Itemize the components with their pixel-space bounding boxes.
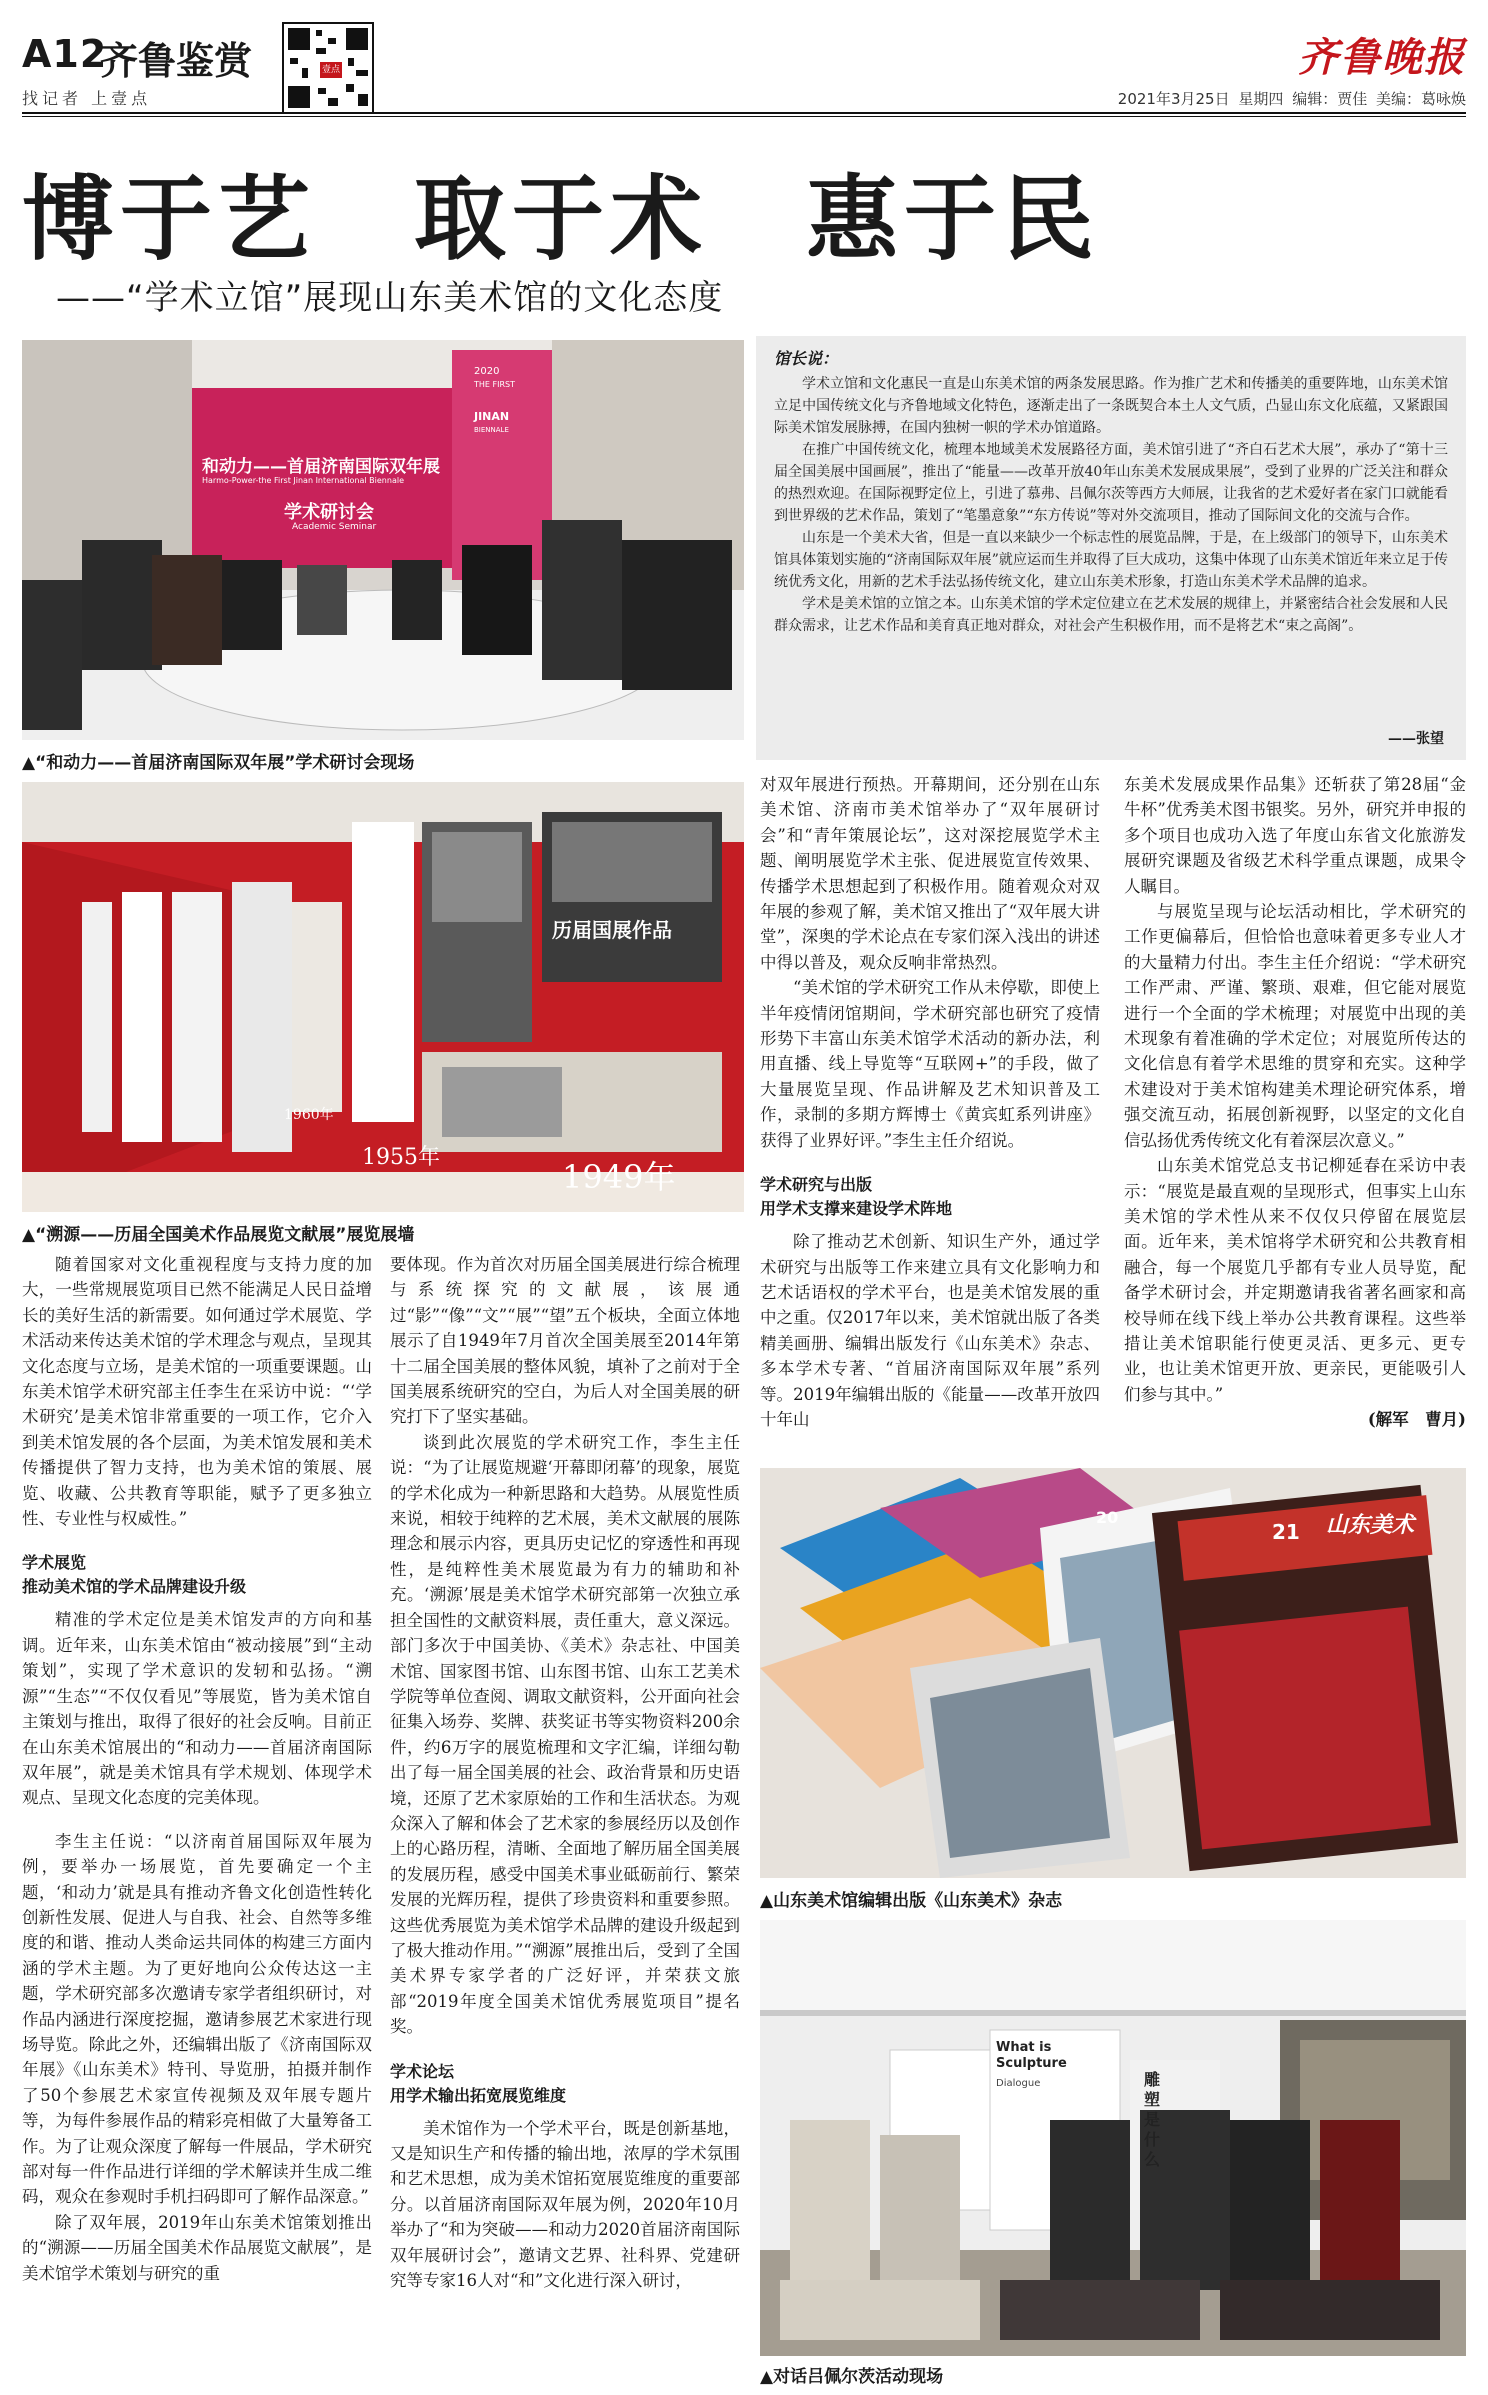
qr-code[interactable] (282, 22, 374, 114)
article-paragraph: 除了推动艺术创新、知识生产外，通过学术研究与出版等工作来建立具有文化影响力和艺术话语权的学术平台，也是美术馆发展的重中之重。仅2017年以来，美术馆就出版了各类精美画册、编辑出版发行《山东美术》杂志、多本学术专著、“首届济南国际双年展”系列等。2019年编辑出版的《能量——改革开放四十年山 (760, 1232, 1100, 1429)
article-column-1 (22, 1252, 372, 2286)
banner-event: 学术研讨会 (284, 502, 374, 523)
issue-weekday: 星期四 (1238, 90, 1284, 108)
magazine-issue-20: 20 (1096, 1508, 1119, 1527)
article-paragraph: 随着国家对文化重视程度与支持力度的加大，一些常规展览项目已然不能满足人民日益增长的美好生活的新需要。如何通过学术展览、学术活动来传达美术馆的学术理念与观点，呈现其文化态度与立场，是美术馆的一项重要课题。山东美术馆学术研究部主任李生在采访中说：“‘学术研究’是美术馆非常重要的一项工作，它介入到美术馆发展的各个层面，为美术馆发展和美术传播提供了智力支持，也为美术馆的策展、展览、收藏、公共教育等职能，赋予了更多独立性、专业性与权威性。” (22, 1255, 372, 1529)
article-paragraph: 除了双年展，2019年山东美术馆策划推出的“溯源——历届全国美术作品展览文献展”，是美术馆学术策划与研究的重 (22, 2212, 372, 2283)
exhibition-photo (22, 782, 744, 1212)
article-column-3 (760, 772, 1100, 1432)
article-headline: 博于艺 取于术 惠于民 (22, 166, 1101, 273)
sidebar-paragraph: 学术是美术馆的立馆之本。山东美术馆的学术定位建立在艺术发展的规律上，并紧密结合社会发展和人民群众需求，让艺术作品和美育真正地对群众，对社会产生积极作用，而不是将艺术“束之高阁”。 (774, 596, 1448, 634)
exhibition-wall-text: 历届国展作品 (552, 918, 672, 942)
article-paragraph: 对双年展进行预热。开幕期间，还分别在山东美术馆、济南市美术馆举办了“双年展研讨会”和“青年策展论坛”，这对深挖展览学术主题、阐明展览学术主张、促进展览宣传效果、传播学术思想起到了积极作用。随着观众对双年展的参观了解，美术馆又推出了“双年展大讲堂”，深奥的学术论点在专家们深入浅出的讲述中得以普及，观众反响非常热烈。 (760, 775, 1100, 972)
side-banner-year: 2020 (474, 366, 500, 377)
header-rule-thin (22, 116, 1466, 117)
article-paragraph: 谈到此次展览的学术研究工作，李生主任说：“为了让展览规避‘开幕即闭幕’的现象，展览的学术化成为一种新思路和大趋势。从展览性质来说，相较于纯粹的艺术展，美术文献展的展陈理念和展示内容，更具历史记忆的穿透性和再现性，是纯粹性美术展览最为有力的辅助和补充。‘溯源’展是美术馆学术研究部第一次独立承担全国性的文献资料展，责任重大，意义深远。部门多次于中国美协、《美术》杂志社、中国美术馆、国家图书馆、山东图书馆、山东工艺美术学院等单位查阅、调取文献资料，公开面向社会征集入场券、奖牌、获奖证书等实物资料200余件，约6万字的展览梳理和文字汇编，详细勾勒出了每一届全国美展的社会、政治背景和历史语境，还原了艺术家原始的工作和生活状态。为观众深入了解和体会了艺术家的参展经历以及创作上的心路历程，清晰、全面地了解历届全国美展的发展历程，感受中国美术事业砥砺前行、繁荣发展的光辉历程，提供了珍贵资料和重要参照。这些优秀展览为美术馆学术品牌的建设升级起到了极大推动作用。”“溯源”展推出后，受到了全国美术界专家学者的广泛好评，并荣获文旅部“2019年度全国美术馆优秀展览项目”提名奖。 (390, 1432, 740, 2037)
exhibition-year-1955: 1955年 (362, 1145, 440, 1170)
article-paragraph: 山东美术馆党总支书记柳延春在采访中表示：“展览是最直观的呈现形式，但事实上山东美术馆的学术性从来不仅仅只停留在展览层面。近年来，美术馆将学术研究和公共教育相融合，每一个展览几乎都有专业人员导览，配备学术研讨会，并定期邀请我省著名画家和高校导师在线下线上举办公共教育课程。这些举措让美术馆职能行使更灵活、更多元、更专业，也让美术馆更开放、更亲民，更能吸引人们参与其中。” (1124, 1156, 1466, 1404)
section-subheading: 用学术输出拓宽展览维度 (390, 2085, 567, 2105)
banner-subtitle: Harmo-Power-the First Jinan International Biennale (202, 476, 404, 485)
section-slogan: 找记者 上壹点 (22, 89, 152, 108)
sidebar-paragraph: 学术立馆和文化惠民一直是山东美术馆的两条发展思路。作为推广艺术和传播美的重要阵地，山东美术馆立足中国传统文化与齐鲁地域文化特色，逐渐走出了一条既契合本土人文气质，凸显山东文化底蕴，又紧跟国际美术馆发展脉搏，在国内独树一帜的学术办馆道路。 (774, 376, 1448, 436)
article-subheadline: ——“学术立馆”展现山东美术馆的文化态度 (56, 278, 724, 318)
magazine-photo (760, 1468, 1466, 1878)
date-line (1118, 88, 1466, 109)
side-banner-city: JINAN (474, 410, 510, 423)
book-title-cn: 雕塑是什么 (1144, 2070, 1161, 2169)
seminar-photo (22, 340, 744, 740)
article-byline: (解军 曹月) (1367, 1410, 1466, 1430)
article-column-2 (390, 1252, 740, 2293)
newspaper-masthead: 齐鲁晚报 (1298, 34, 1466, 81)
article-paragraph: 与展览呈现与论坛活动相比，学术研究的工作更偏幕后，但恰恰也意味着更多专业人才的大量精力付出。李生主任介绍说：“学术研究工作严肃、严谨、繁琐、艰难，但它能对展览进行一个全面的学术梳理；对展览中出现的美术现象有着准确的学术定位；对展览所传达的文化信息有着学术思维的贯穿和充实。这种学术建设对于美术馆构建美术理论研究体系，增强交流互动，拓展创新视野，以坚定的文化自信弘扬优秀传统文化有着深层次意义。” (1124, 902, 1466, 1150)
magazine-issue-21: 21 (1272, 1520, 1300, 1544)
sidebar-paragraph: 山东是一个美术大省，但是一直以来缺少一个标志性的展览品牌，于是，在上级部门的领导下，山东美术馆具体策划实施的“济南国际双年展”就应运而生并取得了巨大成功，这集中体现了山东美术馆近年来立足于传统优秀文化，用新的艺术手法弘扬传统文化，建立山东美术形象，打造山东美术学术品牌的追求。 (774, 530, 1448, 590)
article-column-4 (1124, 772, 1466, 1433)
section-subheading: 用学术支撑来建设学术阵地 (760, 1199, 953, 1219)
header-rule (22, 112, 1466, 114)
seminar-photo-caption: ▲“和动力——首届济南国际双年展”学术研讨会现场 (22, 753, 415, 773)
article-paragraph: 东美术发展成果作品集》还斩获了第28届“金牛杯”优秀美术图书银奖。另外，研究并申报的多个项目也成功入选了年度山东省文化旅游发展研究课题及省级艺术科学重点课题，成果令人瞩目。 (1124, 775, 1466, 896)
book-subtitle-en: Dialogue (996, 2078, 1041, 2089)
dialogue-photo (760, 1920, 1466, 2356)
designer-credit: 美编：葛咏焕 (1375, 90, 1466, 108)
sidebar-paragraph: 在推广中国传统文化，梳理本地域美术发展路径方面，美术馆引进了“齐白石艺术大展”，承办了“第十三届全国美展中国画展”，推出了“能量——改革开放40年山东美术发展成果展”，受到了业界的广泛关注和群众的热烈欢迎。在国际视野定位上，引进了慕弗、吕佩尔茨等西方大师展，让我省的艺术爱好者在家门口就能看到世界级的艺术作品，策划了“笔墨意象”“东方传说”等对外交流项目，推动了国际间文化的交流与合作。 (774, 442, 1448, 524)
sidebar-title: 馆长说： (774, 349, 839, 368)
magazine-title: 山东美术 (1326, 1512, 1415, 1538)
banner-event-en: Academic Seminar (292, 522, 377, 532)
article-paragraph: 李生主任说：“以济南首届国际双年展为例，要举办一场展览，首先要确定一个主题，‘和动力’就是具有推动齐鲁文化创造性转化创新性发展、促进人与自我、社会、自然等多维度的和谐、推动人类命运共同体的构建三方面内涵的学术主题。为了更好地向公众传达这一主题，学术研究部多次邀请专家学者组织研讨，对作品内涵进行深度挖掘，邀请参展艺术家进行现场导览。除此之外，还编辑出版了《济南国际双年展》《山东美术》特刊、导览册，拍摄并制作了50个参展艺术家宣传视频及双年展专题片等，为每件参展作品的精彩亮相做了大量筹备工作。为了让观众深度了解每一件展品，学术研究部对每一件作品进行详细的学术解读并生成二维码，观众在参观时手机扫码即可了解作品深意。” (22, 1831, 372, 2207)
article-paragraph: 精准的学术定位是美术馆发声的方向和基调。近年来，山东美术馆由“被动接展”到“主动策划”，实现了学术意识的发轫和弘扬。“溯源”“生态”“不仅仅看见”等展览，皆为美术馆自主策划与推出，取得了很好的社会反响。目前正在山东美术馆展出的“和动力——首届济南国际双年展”，就是美术馆具有学术规划、体现学术观点、呈现文化态度的完美体现。 (22, 1610, 372, 1808)
page-number: A12 (22, 32, 108, 76)
side-banner-biennale: BIENNALE (474, 426, 509, 434)
article-paragraph: “美术馆的学术研究工作从未停歇，即使上半年疫情闭馆期间，学术研究部也研究了疫情形势下丰富山东美术馆学术活动的新办法，利用直播、线上导览等“互联网+”的手段，做了大量展览呈现、作品讲解及艺术知识普及工作，录制的多期方辉博士《黄宾虹系列讲座》获得了业界好评。”李生主任介绍说。 (760, 978, 1100, 1150)
director-sidebar (756, 336, 1466, 760)
article-paragraph: 要体现。作为首次对历届全国美展进行综合梳理与系统探究的文献展，该展通过“影”“像”“文”“展”“望”五个板块，全面立体地展示了自1949年7月首次全国美展至2014年第十二届全国美展的整体风貌，填补了之前对于全国美展系统研究的空白，为后人对全国美展的研究打下了坚实基础。 (390, 1255, 740, 1427)
exhibition-photo-caption: ▲“溯源——历届全国美术作品展览文献展”展览展墙 (22, 1225, 415, 1245)
exhibition-year-1960: 1960年 (284, 1107, 334, 1123)
article-paragraph: 美术馆作为一个学术平台，既是创新基地，又是知识生产和传播的输出地，浓厚的学术氛围和艺术思想，成为美术馆拓宽展览维度的重要部分。以首届济南国际双年展为例，2020年10月举办了“和为突破——和动力2020首届济南国际双年展研讨会”，邀请文艺界、社科界、党建研究等专家16人对“和”文化进行深入研讨， (390, 2118, 740, 2291)
issue-date: 2021年3月25日 (1117, 90, 1230, 108)
side-banner-first: THE FIRST (474, 380, 515, 389)
section-name: 齐鲁鉴赏 (100, 39, 253, 83)
section-heading: 学术展览 (22, 1553, 87, 1573)
section-subheading: 推动美术馆的学术品牌建设升级 (22, 1577, 247, 1597)
exhibition-year-1949: 1949年 (562, 1158, 676, 1196)
editor-credit: 编辑：贾佳 (1292, 90, 1368, 108)
banner-title: 和动力——首届济南国际双年展 (202, 457, 440, 477)
book-title-en: What is Sculpture (996, 2040, 1067, 2071)
dialogue-photo-caption: ▲对话吕佩尔茨活动现场 (760, 2367, 944, 2387)
sidebar-author: ——张望 (1388, 731, 1444, 747)
section-heading: 学术论坛 (390, 2061, 455, 2081)
magazine-photo-caption: ▲山东美术馆编辑出版《山东美术》杂志 (760, 1891, 1063, 1911)
qr-brand-label: 壹点 (320, 62, 342, 78)
section-heading: 学术研究与出版 (760, 1175, 873, 1195)
